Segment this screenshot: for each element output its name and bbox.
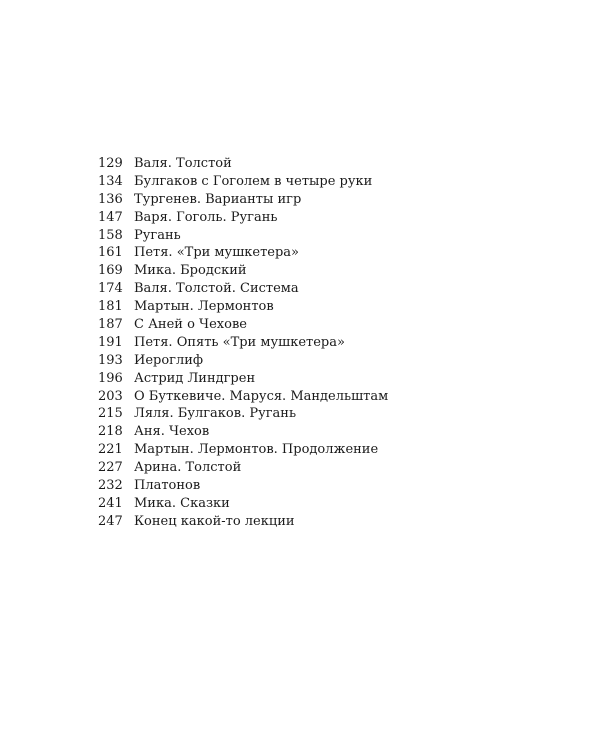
toc-entry — [98, 316, 388, 334]
toc-title: Валя. Толстой — [134, 156, 232, 171]
toc-entry — [98, 173, 388, 191]
toc-entry — [98, 227, 388, 245]
toc-page-number: 161 — [98, 245, 123, 261]
toc-page-number: 247 — [98, 513, 123, 529]
toc-page-number: 174 — [98, 281, 123, 297]
toc-title: Мартын. Лермонтов. Продолжение — [134, 442, 379, 458]
toc-page-number: 203 — [98, 388, 123, 404]
toc-page-number: 218 — [98, 424, 123, 440]
toc-title: Конец какой-то лекции — [134, 513, 295, 529]
toc-page-number: 134 — [98, 173, 123, 189]
toc-page-number: 193 — [98, 352, 123, 368]
toc-page-number: 147 — [98, 209, 123, 225]
toc-entry — [98, 334, 388, 352]
toc-entry — [98, 280, 388, 298]
toc-entry — [98, 155, 388, 173]
toc-title: Варя. Гоголь. Ругань — [134, 209, 278, 225]
toc-title: Булгаков с Гоголем в четыре руки — [134, 173, 373, 189]
toc-page-number: 227 — [98, 460, 123, 476]
toc-entry — [98, 209, 388, 227]
toc-title: Мика. Бродский — [134, 263, 247, 279]
toc-page-number: 136 — [98, 191, 123, 207]
toc-title: С Аней о Чехове — [134, 317, 247, 333]
toc-title: Арина. Толстой — [134, 460, 242, 476]
toc-entry — [98, 477, 388, 495]
toc-title: Астрид Линдгрен — [134, 370, 256, 386]
toc-entry — [98, 262, 388, 280]
toc-page-number: 191 — [98, 334, 123, 350]
toc-page-number: 196 — [98, 370, 123, 386]
toc-title: Петя. «Три мушкетера» — [134, 245, 300, 261]
toc-page-number: 158 — [98, 227, 123, 243]
toc-title: Ляля. Булгаков. Ругань — [134, 406, 297, 422]
toc-title: Иероглиф — [134, 352, 204, 368]
toc-entry — [98, 298, 388, 316]
toc-page-number: 232 — [98, 478, 123, 494]
toc-title: Мартын. Лермонтов — [134, 299, 274, 315]
toc-page-number: 181 — [98, 299, 123, 315]
toc-page-number: 221 — [98, 442, 123, 458]
toc-title: Тургенев. Варианты игр — [134, 191, 302, 207]
toc-entry — [98, 370, 388, 388]
toc-entry — [98, 459, 388, 477]
toc-entry — [98, 513, 388, 531]
table-of-contents — [98, 155, 388, 531]
toc-title: Аня. Чехов — [134, 424, 210, 440]
toc-title: О Буткевиче. Маруся. Мандельштам — [134, 388, 389, 404]
toc-entry — [98, 244, 388, 262]
toc-page-number: 129 — [98, 156, 123, 171]
toc-page-number: 169 — [98, 263, 123, 279]
toc-page-number: 215 — [98, 406, 123, 422]
toc-entry — [98, 191, 388, 209]
toc-title: Ругань — [134, 227, 181, 243]
toc-entry — [98, 441, 388, 459]
toc-entry — [98, 352, 388, 370]
toc-title: Петя. Опять «Три мушкетера» — [134, 334, 345, 350]
toc-title: Платонов — [134, 478, 201, 494]
toc-entry — [98, 495, 388, 513]
toc-title: Мика. Сказки — [134, 495, 230, 511]
toc-entry — [98, 423, 388, 441]
toc-page-number: 241 — [98, 495, 123, 511]
toc-entry — [98, 388, 388, 406]
toc-title: Валя. Толстой. Система — [134, 281, 299, 297]
toc-page-number: 187 — [98, 317, 123, 333]
toc-entry — [98, 405, 388, 423]
